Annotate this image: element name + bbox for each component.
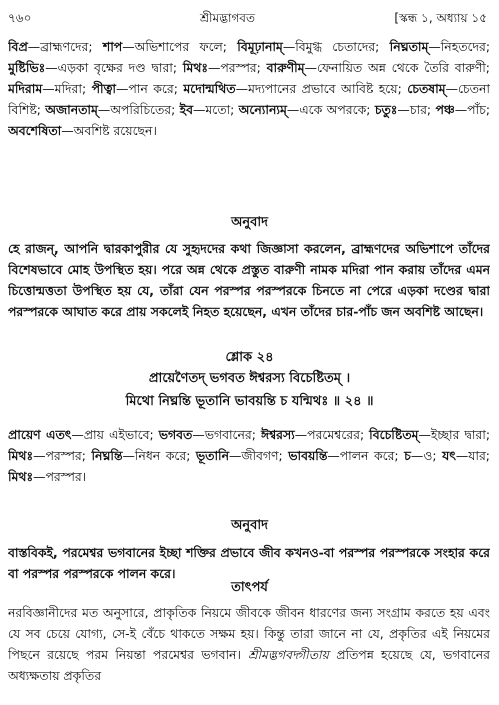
synonym-meaning: নিধন করে <box>134 448 187 463</box>
synonym-meaning: পরস্পর <box>45 469 82 484</box>
synonym-term: বিপ্র <box>8 39 28 54</box>
synonym-meaning: মতো <box>205 102 231 117</box>
synonym-term: বিচেষ্টিতম্ <box>369 427 419 442</box>
synonym-term: অবশেষিতা <box>8 123 62 138</box>
translation-text-2: বাস্তবিকই, পরমেশ্বর ভগবানের ইচ্ছা শক্তির প্রভাবে জীব কখনও-বা পরস্পর পরস্পরকে সংহার করে বা পরস্পর পরস্পরকে পালন করে। <box>8 545 490 581</box>
synonym-term: নিঘ্নন্তি <box>91 448 123 463</box>
synonym-term: পঞ্চ <box>435 102 455 117</box>
synonym-meaning: প্রায় এইভাবে <box>83 427 150 442</box>
synonym-term: বারুণীম্ <box>266 60 305 75</box>
verse-line-1: প্রায়েণৈতদ্ ভগবত ঈশ্বরস্য বিচেষ্টিতম্ । <box>148 371 351 386</box>
synonym-meaning: ও <box>423 448 433 463</box>
synonym-meaning: বিমুগ্ধ চেতাদের <box>295 39 376 54</box>
synonym-meaning: মদ্যপানের প্রভাবে আবিষ্ট হয়ে <box>247 81 398 96</box>
purport-heading: তাৎপর্য <box>231 580 268 595</box>
synonym-term: ভাবয়ন্তি <box>288 448 328 463</box>
synonym-meaning: এড়কা বৃক্ষের দণ্ড দ্বারা <box>57 60 173 75</box>
synonym-meaning: অভিশাপের ফলে <box>134 39 223 54</box>
word-for-word-synonyms-1: বিপ্র—ব্রাহ্মণদের; শাপ—অভিশাপের ফলে; বিমূঢ়ানাম্—বিমুগ্ধ চেতাদের; নিঘ্নতাম্—নিহতদের; মুষ্টিভিঃ—এড়কা বৃক্ষের দণ্ড দ্বারা; মিথঃ—পরস্পর; বারুণীম্—ফেনায়িত অন্ন থেকে তৈরি বারুণী; মদিরাম—মদিরা; পীত্বা—পান করে; মদোন্মথিত—মদ্যপানের প্রভাবে আবিষ্ট হয়ে; চেতষাম্—চেতনা বিশিষ্ট; অজানতাম্—অপরিচিতের; ইব—মতো; অন্যোন্যম্—একে অপরকে; চতুঃ—চার; পঞ্চ—পাঁচ; অবশেষিতা—অবশিষ্ট রয়েছেন। <box>8 39 490 138</box>
synonym-meaning: পরস্পর <box>220 60 257 75</box>
synonym-term: চ <box>404 448 411 463</box>
purport-book-title: শ্রীমদ্ভগবদ্গীতায় <box>248 647 329 662</box>
synonym-term: মিথঃ <box>8 469 34 484</box>
synonym-term: অন্যোন্যম্ <box>238 102 287 117</box>
synonym-term: মুষ্টিভিঃ <box>8 60 46 75</box>
synonym-term: ভূতানি <box>195 448 229 463</box>
synonym-term: যৎ <box>442 448 456 463</box>
synonym-term: নিঘ্নতাম্ <box>389 39 429 54</box>
translation-text-1: হে রাজন্, আপনি দ্বারকাপুরীর যে সুহৃদদের কথা জিজ্ঞাসা করলেন, ব্রাহ্মণদের অভিশাপে তাঁদের বিশেষভাবে মোহ উপস্থিত হয়। পরে অন্ন থেকে প্রস্তুত বারুণী নামক মদিরা পান করায় তাঁদের এমন চিত্তোন্মত্ততা উপস্থিত হয় যে, তাঁরা যেন পরস্পর পরস্পরকে চিনতে না পেরে এড়কা দণ্ডের দ্বারা পরস্পরকে আঘাত করে প্রায় সকলেই নিহত হয়েছেন, এখন তাঁদের চার-পাঁচ জন অবশিষ্ট আছেন। <box>8 241 490 319</box>
synonym-term: ঈশ্বরস্য <box>261 427 295 442</box>
synonym-term: চতুঃ <box>374 102 398 117</box>
running-title: শ্রীমদ্ভাগবত <box>199 11 255 25</box>
synonym-meaning: পরস্পর <box>45 448 82 463</box>
translation-heading-2: অনুবাদ <box>231 518 268 533</box>
synonym-meaning: ইচ্ছার দ্বারা <box>430 427 486 442</box>
verse-line-2: মিথো নিঘ্নন্তি ভূতানি ভাবয়ন্তি চ যন্মিথঃ ॥ ২৪ ॥ <box>125 394 374 409</box>
page-number: ৭৬০ <box>8 11 32 25</box>
synonym-term: ইব <box>179 102 193 117</box>
synonym-meaning: ফেনায়িত অন্ন থেকে তৈরি বারুণী <box>316 60 486 75</box>
synonym-term: চেতষাম্ <box>407 81 446 96</box>
synonym-meaning: ভগবানের <box>204 427 252 442</box>
synonym-meaning: পাঁচ <box>467 102 486 117</box>
synonym-term: শাপ <box>102 39 123 54</box>
synonym-term: বিমূঢ়ানাম্ <box>237 39 283 54</box>
synonym-meaning: অপরিচিতের <box>110 102 172 117</box>
purport-tail: প্রতিপন্ন হয়েছে যে, ভগবানের অধ্যক্ষতায় প্রকৃতির <box>8 647 490 683</box>
synonym-term: অজানতাম্ <box>45 102 98 117</box>
synonym-meaning: জীবগণ <box>241 448 279 463</box>
synonym-meaning: মদিরা <box>54 81 82 96</box>
synonym-term: ভগবত <box>158 427 193 442</box>
synonym-term: মদোন্মথিত <box>183 81 236 96</box>
synonym-meaning: পালন করে <box>339 448 395 463</box>
synonym-meaning: একে অপরকে <box>299 102 367 117</box>
synonym-meaning: যার <box>468 448 486 463</box>
verse-heading: শ্লোক ২৪ <box>225 350 274 365</box>
word-for-word-synonyms-2: প্রায়েণ এতৎ—প্রায় এইভাবে; ভগবত—ভগবানের; ঈশ্বরস্য—পরমেশ্বরের; বিচেষ্টিতম্—ইচ্ছার দ্বারা; মিথঃ—পরস্পর; নিঘ্নন্তি—নিধন করে; ভূতানি—জীবগণ; ভাবয়ন্তি—পালন করে; চ—ও; যৎ—যার; মিথঃ—পরস্পর। <box>8 427 490 484</box>
translation-heading-1: অনুবাদ <box>231 215 268 230</box>
synonym-meaning: পান করে <box>128 81 174 96</box>
page-header <box>8 8 487 32</box>
synonym-meaning: চার <box>409 102 427 117</box>
purport-lead: নরবিজ্ঞানীদের মত অনুসারে, প্রাকৃতিক নিয়মে জীবকে জীবন ধারণের জন্য সংগ্রাম করতে হয় এবং যে সব চেয়ে যোগ্য, সে-ই বেঁচে থাকতে সক্ষম হয়। কিন্তু তারা জানে না যে, প্রকৃতির এই নিয়মের পিছনে রয়েছে পরম নিয়ন্তা পরমেশ্বর ভগবান। <box>8 605 490 662</box>
purport-text <box>8 602 490 702</box>
synonym-term: মদিরাম <box>8 81 43 96</box>
synonym-meaning: নিহতদের <box>440 39 486 54</box>
synonym-term: মিথঃ <box>182 60 208 75</box>
synonym-meaning: চেতনা বিশিষ্ট <box>8 81 490 117</box>
synonym-term: মিথঃ <box>8 448 34 463</box>
synonym-meaning: ব্রাহ্মণদের <box>40 39 89 54</box>
synonym-meaning: অবশিষ্ট রয়েছেন <box>73 123 153 138</box>
synonym-meaning: পরমেশ্বরের <box>307 427 360 442</box>
synonym-term: প্রায়েণ এতৎ <box>8 427 72 442</box>
synonym-term: পীত্বা <box>91 81 116 96</box>
chapter-location: [স্কন্ধ ১, অধ্যায় ১৫ <box>394 11 487 25</box>
